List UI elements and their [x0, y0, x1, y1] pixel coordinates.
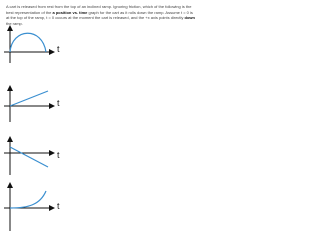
graph-b-plot — [2, 86, 92, 124]
position-line-decreasing — [10, 147, 48, 167]
position-line-increasing — [10, 91, 48, 106]
question-emphasis-position-vs-time: a position vs. time — [52, 9, 88, 15]
graph-a-plot — [2, 26, 92, 64]
t-axis-label: t — [57, 98, 60, 108]
graph-c-plot — [2, 137, 92, 175]
answer-option-a-graph[interactable] — [2, 26, 92, 64]
question-emphasis-down: down — [184, 15, 195, 21]
question-part-2: graph for the cart as it rolls down the ramp. Assume t = 0 is at the top of the ramp, t = 0 occurs at the moment the cart is released, and the +x axis points directly — [6, 9, 193, 21]
graph-d-plot — [2, 181, 92, 231]
question-text — [6, 4, 196, 26]
position-curve-concave-up — [10, 191, 46, 208]
answer-option-c-graph[interactable] — [2, 137, 92, 175]
position-curve-concave-down — [10, 33, 46, 52]
t-axis-label: t — [57, 201, 60, 211]
answer-option-d-graph[interactable] — [2, 181, 92, 219]
question-part-1: A cart is released from rest from the top of an inclined ramp. Ignoring friction, which of the following is the best representation of the — [6, 4, 192, 15]
answer-option-b-graph[interactable] — [2, 86, 92, 124]
t-axis-label: t — [57, 44, 60, 54]
t-axis-label: t — [57, 150, 60, 160]
question-part-3: the ramp. — [6, 20, 23, 26]
